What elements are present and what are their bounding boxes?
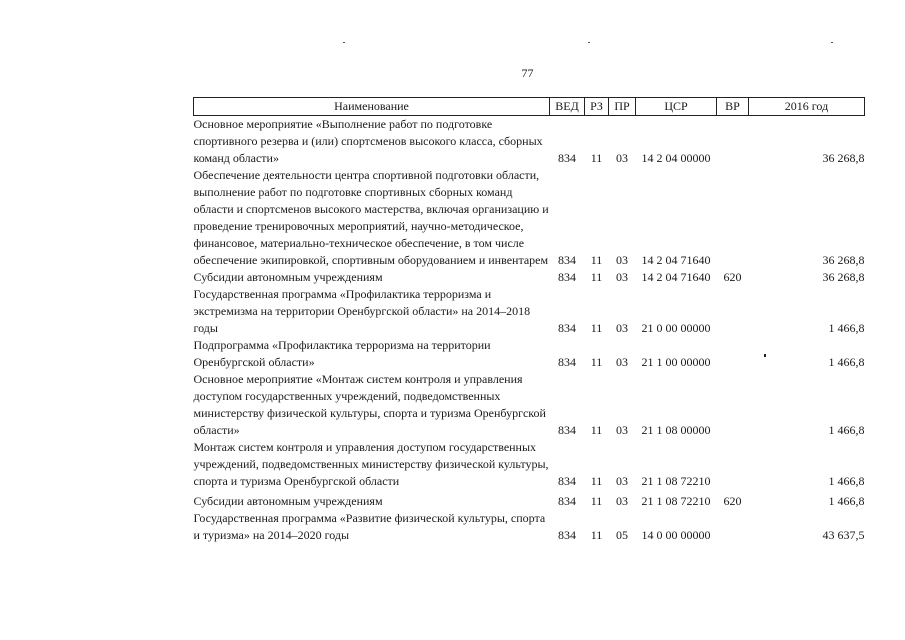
row-amount: 36 268,8 xyxy=(822,253,865,267)
table-header-row xyxy=(194,98,865,116)
page-number: 77 xyxy=(521,66,534,80)
table-row xyxy=(194,371,865,439)
row-csr: 21 1 00 00000 xyxy=(641,355,711,369)
row-ved: 834 xyxy=(558,270,576,284)
row-ved: 834 xyxy=(558,321,576,335)
table-row xyxy=(194,337,865,371)
table-row xyxy=(194,490,865,510)
header-name: Наименование xyxy=(194,98,550,116)
row-amount: 1 466,8 xyxy=(828,321,865,335)
row-ved: 834 xyxy=(558,423,576,437)
row-ved: 834 xyxy=(558,474,576,488)
row-name: Государственная программа «Профилактика терроризма и экстремизма на территории Оренбургской области» на 2014–2018 годы xyxy=(193,287,531,335)
scan-speck xyxy=(343,42,345,43)
row-amount: 1 466,8 xyxy=(828,494,865,508)
row-rz: 11 xyxy=(590,423,603,437)
row-name: Субсидии автономным учреждениям xyxy=(193,494,383,508)
row-pr: 03 xyxy=(616,270,628,284)
header-rz: РЗ xyxy=(585,98,609,116)
table-row xyxy=(194,510,865,544)
row-name: Основное мероприятие «Выполнение работ по подготовке спортивного резерва и (или) спортсменов высокого класса, сборных команд области» xyxy=(193,117,543,165)
row-ved: 834 xyxy=(558,494,576,508)
row-vr: 620 xyxy=(723,270,742,284)
row-pr: 03 xyxy=(616,321,628,335)
row-rz: 11 xyxy=(590,528,603,542)
row-rz: 11 xyxy=(590,321,603,335)
row-csr: 21 1 08 72210 xyxy=(641,494,711,508)
row-vr xyxy=(717,439,749,490)
row-pr: 03 xyxy=(616,494,628,508)
row-name: Монтаж систем контроля и управления доступом государственных учреждений, подведомственных министерству физической культуры, спорта и туризма Оренбургской области xyxy=(193,440,549,488)
row-ved: 834 xyxy=(558,528,576,542)
row-amount: 1 466,8 xyxy=(828,355,865,369)
row-amount: 36 268,8 xyxy=(822,151,865,165)
row-rz: 11 xyxy=(590,355,603,369)
row-amount: 1 466,8 xyxy=(828,423,865,437)
row-ved: 834 xyxy=(558,151,576,165)
header-vr: ВР xyxy=(717,98,749,116)
row-vr xyxy=(717,337,749,371)
row-name: Подпрограмма «Профилактика терроризма на территории Оренбургской области» xyxy=(193,338,491,369)
table-row xyxy=(194,116,865,168)
table-row xyxy=(194,286,865,337)
row-vr xyxy=(717,167,749,269)
row-amount: 43 637,5 xyxy=(822,528,865,542)
table-row xyxy=(194,167,865,269)
row-amount: 1 466,8 xyxy=(828,474,865,488)
row-vr xyxy=(717,286,749,337)
header-ved: ВЕД xyxy=(550,98,585,116)
row-csr: 14 2 04 71640 xyxy=(641,270,711,284)
row-pr: 03 xyxy=(616,151,628,165)
row-pr: 03 xyxy=(616,253,628,267)
row-vr: 620 xyxy=(723,494,742,508)
row-rz: 11 xyxy=(590,270,603,284)
row-pr: 03 xyxy=(616,423,628,437)
row-rz: 11 xyxy=(590,474,603,488)
scan-speck xyxy=(588,42,590,43)
row-vr xyxy=(717,510,749,544)
row-amount: 36 268,8 xyxy=(822,270,865,284)
row-vr xyxy=(717,371,749,439)
table-row xyxy=(194,269,865,286)
row-csr: 21 0 00 00000 xyxy=(641,321,711,335)
row-name: Основное мероприятие «Монтаж систем контроля и управления доступом государственных учреждений, подведомственных министерству физической культуры, спорта и туризма Оренбургской области» xyxy=(193,372,546,437)
row-rz: 11 xyxy=(590,151,603,165)
header-amount: 2016 год xyxy=(749,98,865,116)
header-csr: ЦСР xyxy=(636,98,717,116)
row-pr: 03 xyxy=(616,355,628,369)
row-csr: 14 2 04 00000 xyxy=(641,151,711,165)
row-csr: 21 1 08 72210 xyxy=(641,474,711,488)
row-rz: 11 xyxy=(590,253,603,267)
row-ved: 834 xyxy=(558,355,576,369)
scan-speck xyxy=(831,42,833,43)
row-rz: 11 xyxy=(590,494,603,508)
row-csr: 14 2 04 71640 xyxy=(641,253,711,267)
row-name: Обеспечение деятельности центра спортивной подготовки области, выполнение работ по подготовке спортивных сборных команд области и спортсменов высокого мастерства, включая организацию и проведение тренировочных мероприятий, научно-методическое, финансовое, материально-техническое обеспечение, в том числе обеспечение экипировкой, спортивным оборудованием и инвентарем xyxy=(193,168,549,267)
row-ved: 834 xyxy=(558,253,576,267)
row-csr: 14 0 00 00000 xyxy=(641,528,711,542)
row-pr: 03 xyxy=(616,474,628,488)
row-vr xyxy=(717,116,749,168)
table-row xyxy=(194,439,865,490)
budget-table xyxy=(193,97,865,544)
header-pr: ПР xyxy=(609,98,636,116)
row-pr: 05 xyxy=(616,528,628,542)
row-name: Государственная программа «Развитие физической культуры, спорта и туризма» на 2014–2020 годы xyxy=(193,511,546,542)
row-csr: 21 1 08 00000 xyxy=(641,423,711,437)
row-name: Субсидии автономным учреждениям xyxy=(193,270,383,284)
